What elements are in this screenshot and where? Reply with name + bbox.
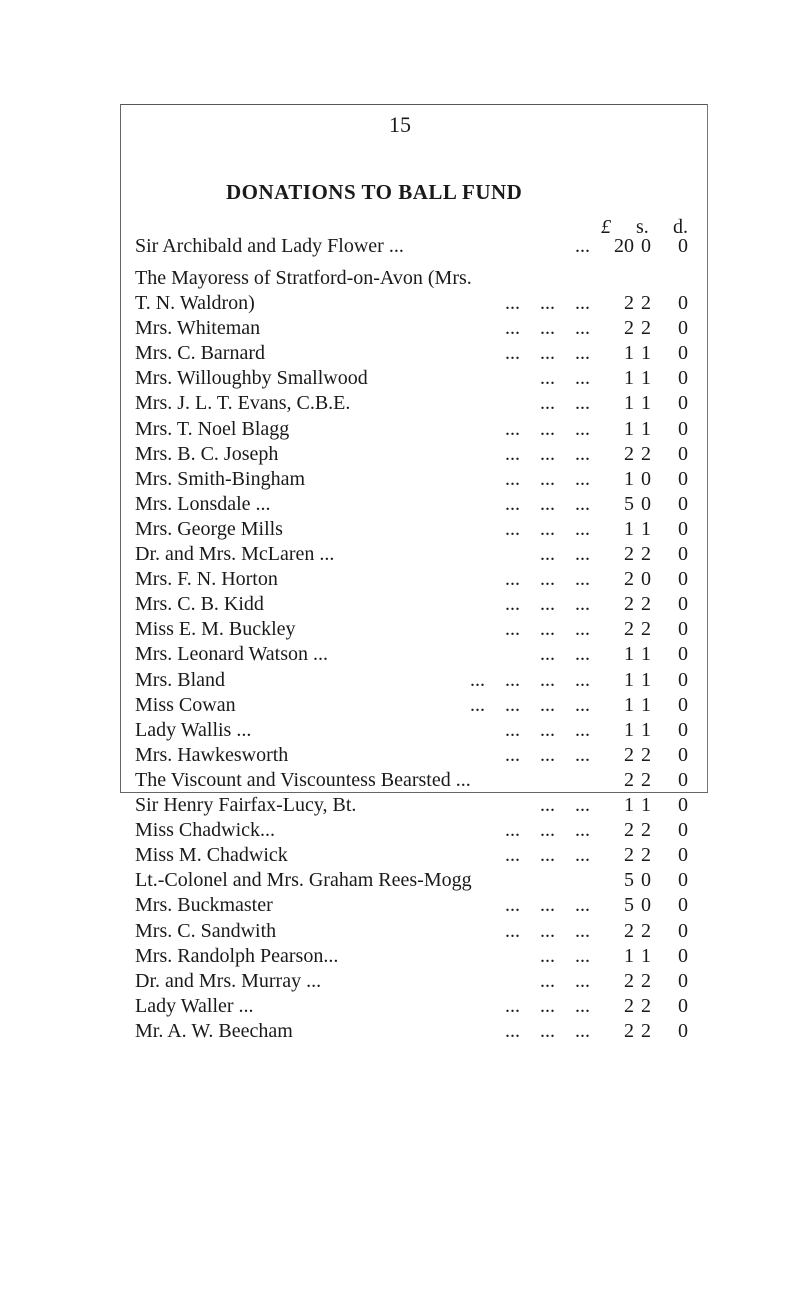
table-row [0,691,800,719]
leader-dots: ... ... [540,944,590,967]
amount-shillings: 1 [641,668,651,691]
table-row [0,490,800,518]
amount-pence: 0 [678,743,688,766]
donor-name: Mrs. Smith-Bingham [135,467,306,490]
amount-pence: 0 [678,342,688,365]
amount-shillings: 1 [641,517,651,540]
donor-name: Mrs. C. Sandwith [135,919,277,942]
amount-pounds: 1 [624,367,634,390]
amount-pence: 0 [678,467,688,490]
amount-shillings: 2 [641,819,651,842]
leader-dots: ... ... ... [505,568,590,591]
donor-name: Dr. and Mrs. Murray ... [135,969,322,992]
amount-shillings: 0 [641,894,651,917]
donor-name: Lt.-Colonel and Mrs. Graham Rees-Mogg [135,869,472,892]
leader-dots: ... ... ... [505,844,590,867]
table-row [0,1017,800,1045]
amount-pounds: 5 [624,492,634,515]
amount-shillings: 1 [641,392,651,415]
donor-name: Mrs. Buckmaster [135,894,273,917]
amount-shillings: 0 [641,869,651,892]
leader-dots: ... ... ... [505,342,590,365]
leader-dots: ... ... [540,392,590,415]
amount-shillings: 2 [641,442,651,465]
donor-name: Mrs. Hawkesworth [135,743,289,766]
amount-pence: 0 [678,517,688,540]
leader-dots: ... ... ... [505,292,590,314]
amount-shillings: 2 [641,618,651,641]
amount-pounds: 2 [624,743,634,766]
donor-name: Mrs. Lonsdale ... [135,492,271,515]
amount-pounds: 2 [624,618,634,641]
table-row [0,640,800,668]
amount-pounds: 2 [624,1019,634,1042]
table-row [0,440,800,468]
amount-pence: 0 [678,994,688,1017]
amount-pence: 0 [678,442,688,465]
amount-pounds: 1 [624,944,634,967]
amount-shillings: 2 [641,543,651,565]
leader-dots: ... ... ... [505,618,590,641]
amount-pounds: 2 [624,768,634,791]
leader-dots: ... ... ... [505,517,590,540]
amount-pounds: 1 [624,643,634,666]
leader-dots: ... ... [540,794,590,816]
donor-name: Miss Chadwick... [135,819,275,842]
leader-dots: ... ... ... [505,994,590,1017]
amount-shillings: 2 [641,994,651,1017]
amount-pence: 0 [678,969,688,992]
table-row [0,841,800,869]
donor-name: The Viscount and Viscountess Bearsted ... [135,768,471,791]
leader-dots: ... ... ... [505,919,590,942]
donor-name: Sir Archibald and Lady Flower ... [135,235,404,257]
amount-pounds: 1 [624,392,634,415]
donor-name: Mrs. B. C. Joseph [135,442,279,465]
amount-pounds: 2 [624,292,634,314]
donor-name: Lady Waller ... [135,994,254,1017]
amount-shillings: 2 [641,292,651,314]
donor-name: Miss M. Chadwick [135,844,288,867]
amount-pence: 0 [678,392,688,415]
donor-name: Miss Cowan [135,693,236,716]
leader-dots: ... ... ... [505,743,590,766]
table-row [0,866,800,894]
amount-shillings: 1 [641,794,651,816]
amount-pounds: 1 [624,417,634,440]
donor-name: Mrs. Willoughby Smallwood [135,367,368,390]
leader-dots: ... ... ... [505,492,590,515]
amount-pounds: 1 [624,668,634,691]
amount-pounds: 5 [624,894,634,917]
amount-pence: 0 [678,768,688,791]
leader-dots: ... ... ... [505,894,590,917]
leader-dots: ... ... [540,643,590,666]
donor-name: The Mayoress of Stratford-on-Avon (Mrs. [135,267,472,289]
leader-dots: ... ... ... ... [470,693,590,716]
table-row [0,565,800,593]
amount-pounds: 2 [624,317,634,340]
amount-shillings: 0 [641,492,651,515]
table-row [0,590,800,618]
amount-pence: 0 [678,593,688,616]
table-row [0,716,800,744]
amount-shillings: 1 [641,944,651,967]
amount-shillings: 1 [641,367,651,390]
table-row [0,942,800,970]
leader-dots: ... ... ... ... [470,668,590,691]
amount-shillings: 2 [641,317,651,340]
amount-shillings: 1 [641,718,651,741]
leader-dots: ... ... [540,543,590,565]
amount-pence: 0 [678,543,688,565]
leader-dots: ... ... ... [505,442,590,465]
table-row [0,891,800,919]
amount-shillings: 2 [641,768,651,791]
table-row [0,967,800,995]
amount-pounds: 2 [624,819,634,842]
amount-pounds: 2 [624,994,634,1017]
amount-shillings: 2 [641,969,651,992]
donor-name: Mrs. C. B. Kidd [135,593,264,616]
amount-pence: 0 [678,492,688,515]
amount-pence: 0 [678,292,688,314]
table-row [0,791,800,819]
amount-pounds: 1 [624,693,634,716]
donor-name: Mrs. J. L. T. Evans, C.B.E. [135,392,351,415]
donor-name: Dr. and Mrs. McLaren ... [135,543,335,565]
amount-pence: 0 [678,869,688,892]
amount-pence: 0 [678,944,688,967]
table-row [0,264,800,292]
amount-pence: 0 [678,844,688,867]
table-row [0,389,800,417]
table-row [0,816,800,844]
amount-shillings: 1 [641,417,651,440]
amount-pence: 0 [678,718,688,741]
donor-name: Mr. A. W. Beecham [135,1019,293,1042]
amount-pounds: 5 [624,869,634,892]
amount-pence: 0 [678,693,688,716]
amount-pence: 0 [678,894,688,917]
amount-pounds: 1 [624,517,634,540]
leader-dots: ... ... [540,969,590,992]
leader-dots: ... ... ... [505,593,590,616]
donor-name: Sir Henry Fairfax-Lucy, Bt. [135,794,357,816]
amount-pence: 0 [678,919,688,942]
table-row [0,666,800,694]
amount-pounds: 2 [624,543,634,565]
table-row [0,992,800,1020]
amount-pence: 0 [678,794,688,816]
table-row [0,615,800,643]
table-row [0,465,800,493]
leader-dots: ... ... ... [505,417,590,440]
amount-pence: 0 [678,643,688,666]
amount-shillings: 0 [641,235,651,257]
amount-pence: 0 [678,668,688,691]
donor-name: Mrs. Randolph Pearson... [135,944,339,967]
donor-name: Mrs. C. Barnard [135,342,265,365]
table-row [0,540,800,568]
donor-name: Mrs. Bland [135,668,225,691]
amount-pence: 0 [678,367,688,390]
amount-shillings: 2 [641,844,651,867]
amount-pounds: 1 [624,342,634,365]
table-row [0,741,800,769]
donor-name: T. N. Waldron) [135,292,255,314]
amount-pounds: 2 [624,593,634,616]
leader-dots: ... ... ... [505,819,590,842]
amount-pounds: 2 [624,442,634,465]
leader-dots: ... ... ... [505,1019,590,1042]
amount-pence: 0 [678,618,688,641]
leader-dots: ... ... [540,367,590,390]
amount-pounds: 2 [624,919,634,942]
amount-pence: 0 [678,235,688,257]
amount-pence: 0 [678,317,688,340]
amount-shillings: 1 [641,643,651,666]
leader-dots: ... [575,235,590,257]
amount-shillings: 1 [641,693,651,716]
amount-shillings: 2 [641,593,651,616]
amount-pence: 0 [678,819,688,842]
donor-name: Miss E. M. Buckley [135,618,296,641]
amount-pounds: 1 [624,718,634,741]
top-rule [120,104,708,105]
page-title: DONATIONS TO BALL FUND [226,180,523,204]
table-row [0,314,800,342]
amount-pence: 0 [678,417,688,440]
donor-name: Mrs. T. Noel Blagg [135,417,290,440]
table-row [0,415,800,443]
amount-shillings: 0 [641,568,651,591]
leader-dots: ... ... ... [505,467,590,490]
amount-pounds: 2 [624,844,634,867]
amount-pence: 0 [678,568,688,591]
table-row [0,289,800,317]
table-row [0,339,800,367]
amount-shillings: 2 [641,919,651,942]
table-row [0,515,800,543]
column-header-pence: d. [673,216,688,238]
amount-pounds: 1 [624,794,634,816]
donor-name: Mrs. George Mills [135,517,283,540]
leader-dots: ... ... ... [505,317,590,340]
amount-shillings: 2 [641,1019,651,1042]
amount-pounds: 1 [624,467,634,490]
leader-dots: ... ... ... [505,718,590,741]
table-row [0,766,800,794]
table-row [0,364,800,392]
table-row [0,232,800,260]
amount-pounds: 20 [614,235,634,257]
donor-name: Lady Wallis ... [135,718,252,741]
donor-name: Mrs. Whiteman [135,317,261,340]
amount-shillings: 0 [641,467,651,490]
donor-name: Mrs. Leonard Watson ... [135,643,328,666]
column-header-pounds: £ [601,216,611,238]
amount-pounds: 2 [624,969,634,992]
column-header-shillings: s. [636,216,649,238]
amount-pence: 0 [678,1019,688,1042]
donor-name: Mrs. F. N. Horton [135,568,278,591]
table-row [0,917,800,945]
page-number: 15 [389,112,411,137]
amount-shillings: 1 [641,342,651,365]
amount-shillings: 2 [641,743,651,766]
amount-pounds: 2 [624,568,634,591]
